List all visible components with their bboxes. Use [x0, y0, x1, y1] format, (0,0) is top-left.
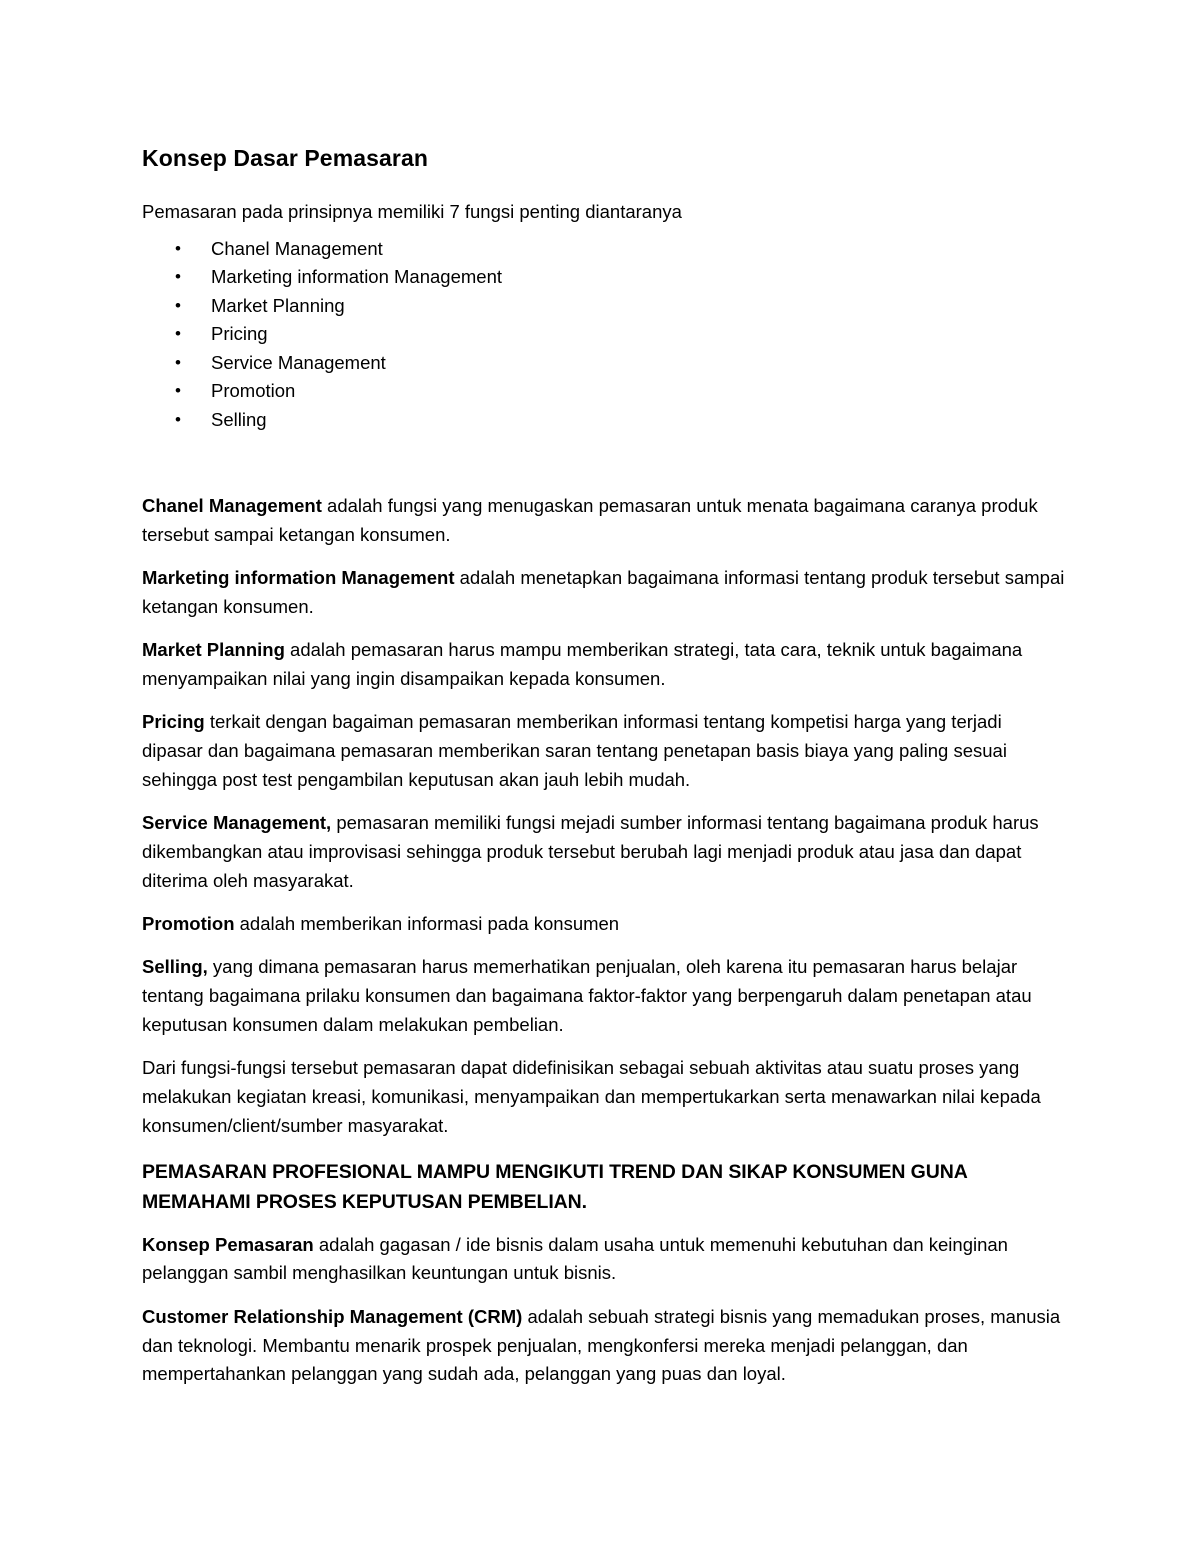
- document-title: Konsep Dasar Pemasaran: [142, 145, 429, 171]
- function-list: [142, 235, 1067, 435]
- paragraph-promotion: [142, 910, 1067, 939]
- paragraph-pricing: [142, 708, 1067, 794]
- list-item-label: Marketing information Management: [211, 266, 503, 287]
- paragraph-term: Selling,: [142, 956, 208, 978]
- paragraph-service-management: [142, 809, 1067, 895]
- list-item: [175, 292, 1067, 321]
- list-item: [175, 263, 1067, 292]
- spacer: [142, 434, 1067, 492]
- list-item-label: Chanel Management: [211, 237, 383, 259]
- intro-text: Pemasaran pada prinsipnya memiliki 7 fungsi penting diantaranya: [142, 201, 682, 222]
- bullet-icon: •: [175, 409, 181, 429]
- list-item: [175, 377, 1067, 406]
- paragraph-text: pemasaran memiliki fungsi mejadi sumber informasi tentang bagaimana produk harus dikembangkan atau improvisasi sehingga produk tersebut berubah lagi menjadi produk atau jasa dan dapat diterima oleh masyarakat.: [142, 812, 1039, 891]
- list-item-label: Pricing: [211, 323, 268, 344]
- list-item: [175, 235, 1067, 264]
- list-item-label: Selling: [211, 408, 267, 430]
- bullet-icon: •: [175, 238, 181, 258]
- list-item-label: Promotion: [211, 380, 296, 401]
- list-item-label: Market Planning: [211, 294, 345, 316]
- paragraph-term: Pricing: [142, 711, 205, 733]
- paragraph-text: adalah fungsi yang menugaskan pemasaran untuk menata bagaimana caranya produk tersebut sampai ketangan konsumen.: [142, 495, 1038, 545]
- paragraph-term: Market Planning: [142, 639, 285, 661]
- paragraph-text: adalah gagasan / ide bisnis dalam usaha untuk memenuhi kebutuhan dan keinginan pelanggan sambil menghasilkan keuntungan untuk bisnis.: [142, 1233, 1008, 1284]
- list-item: [175, 349, 1067, 378]
- bullet-icon: •: [175, 267, 181, 286]
- paragraph-term: Promotion: [142, 913, 235, 935]
- paragraph-text: adalah pemasaran harus mampu memberikan strategi, tata cara, teknik untuk bagaimana menyampaikan nilai yang ingin disampaikan kepada konsumen.: [142, 639, 1023, 689]
- paragraph-term: Customer Relationship Management (CRM): [142, 1305, 523, 1327]
- bullet-icon: •: [175, 324, 181, 343]
- bullet-icon: •: [175, 295, 181, 315]
- paragraph-text: adalah sebuah strategi bisnis yang memadukan proses, manusia dan teknologi. Membantu menarik prospek penjualan, mengkonfersi mereka menjadi pelanggan, dan mempertahankan pelanggan yang sudah ada, pelanggan yang puas dan loyal.: [142, 1305, 1061, 1385]
- paragraph-text: adalah memberikan informasi pada konsumen: [234, 913, 620, 935]
- bullet-icon: •: [175, 381, 181, 400]
- list-item: [175, 406, 1067, 435]
- list-item-label: Service Management: [211, 351, 386, 373]
- bullet-icon: •: [175, 352, 181, 372]
- paragraph-text: yang dimana pemasaran harus memerhatikan penjualan, oleh karena itu pemasaran harus belajar tentang bagaimana prilaku konsumen dan bagaimana faktor-faktor yang berpengaruh dalam penetapan atau keputusan konsumen dalam melakukan pembelian.: [142, 956, 1032, 1035]
- paragraph-definition: [142, 1054, 1067, 1140]
- paragraph-selling: [142, 953, 1067, 1039]
- section-heading: PEMASARAN PROFESIONAL MAMPU MENGIKUTI TREND DAN SIKAP KONSUMEN GUNA MEMAHAMI PROSES KEPUTUSAN PEMBELIAN.: [142, 1160, 967, 1213]
- paragraph-text: adalah menetapkan bagaimana informasi tentang produk tersebut sampai ketangan konsumen.: [142, 567, 1065, 617]
- paragraph-crm: [142, 1303, 1067, 1389]
- paragraph-term: Marketing information Management: [142, 567, 455, 589]
- paragraph-text: Dari fungsi-fungsi tersebut pemasaran dapat didefinisikan sebagai sebuah aktivitas atau suatu proses yang melakukan kegiatan kreasi, komunikasi, menyampaikan dan mempertukarkan serta menawarkan nilai kepada konsumen/client/sumber masyarakat.: [142, 1057, 1041, 1136]
- paragraph-term: Chanel Management: [142, 495, 322, 516]
- document-content: [142, 140, 1067, 1404]
- paragraph-market-planning: [142, 636, 1067, 694]
- paragraph-text: terkait dengan bagaiman pemasaran memberikan informasi tentang kompetisi harga yang terjadi dipasar dan bagaimana pemasaran memberikan saran tentang penetapan basis biaya yang paling sesuai sehingga post test pengambilan keputusan akan jauh lebih mudah.: [142, 711, 1007, 790]
- paragraph-konsep-pemasaran: [142, 1231, 1067, 1289]
- paragraph-marketing-information-management: [142, 564, 1067, 622]
- paragraph-term: Service Management,: [142, 812, 332, 834]
- list-item: [175, 320, 1067, 349]
- paragraph-chanel-management: [142, 492, 1067, 550]
- paragraph-term: Konsep Pemasaran: [142, 1233, 314, 1255]
